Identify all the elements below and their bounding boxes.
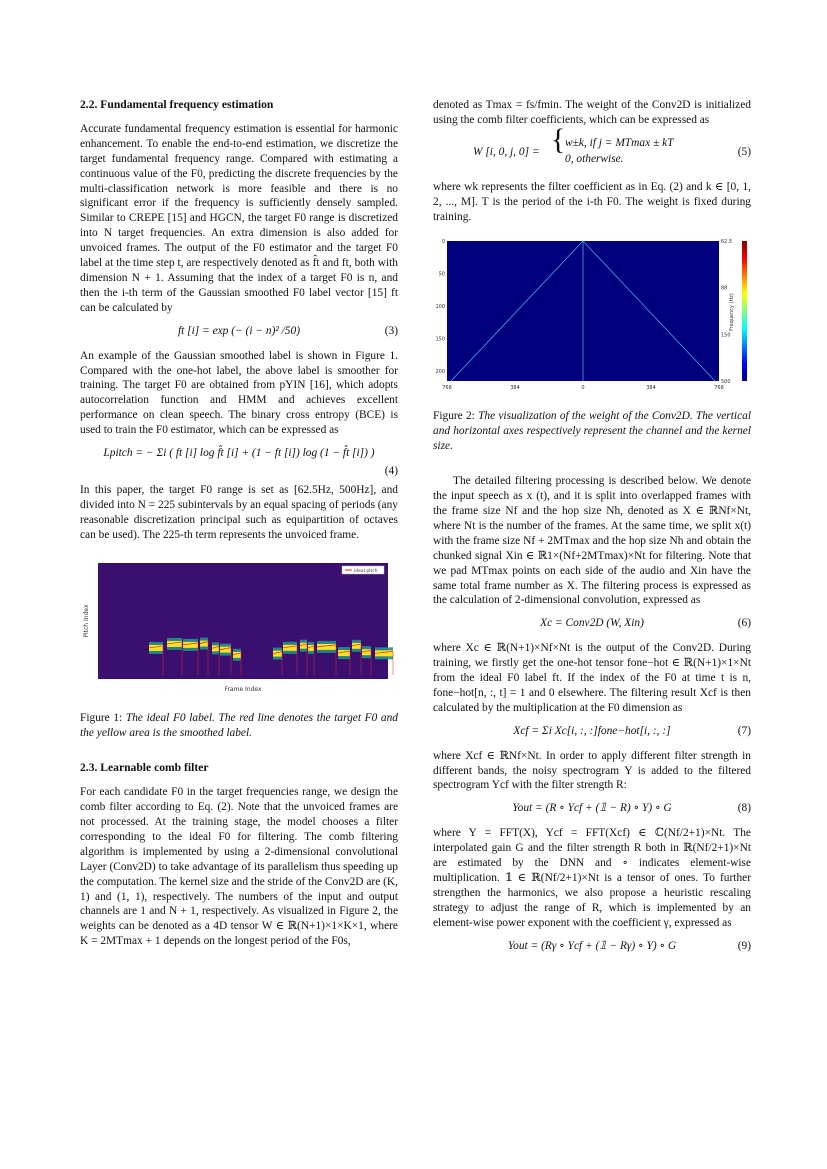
filtering-paragraph-4: where Y = FFT(X), Ycf = FFT(Xcf) ∈ ℂ(Nf/2+1)×Nt. The interpolated gain G and the filter strength R both in ℝ(Nf/2+1)×Nt are estimated by the DNN and ∘ indicates element-wise multiplication. 𝟙 ∈ ℝ(Nf/2+1)×Nt is a tensor of ones. To further strengthen the harmonics, we also propose a heuristic rescaling strategy to adjust the range of R, which is implemented by an element-wise power exponent with the coefficient γ, expressed as <box>433 827 751 929</box>
equation-3 <box>80 324 398 339</box>
figure-2-caption <box>433 409 751 454</box>
wk-paragraph: where wk represents the filter coefficient as in Eq. (2) and k ∈ [0, 1, 2, ..., M]. T is the period of the i-th F0. The weight is fixed during training. <box>433 180 751 223</box>
filtering-paragraph-3: where Xcf ∈ ℝNf×Nt. In order to apply different filter strength in different bands, the noisy spectrogram Y is added to the filtered spectrogram Ycf with the filter strength R: <box>433 749 751 792</box>
figure-2-x-tick: 768 <box>442 384 452 391</box>
figure-2-y-tick-right: 62.5 <box>721 238 733 245</box>
figure-2-y-tick-left: 200 <box>435 368 445 375</box>
figure-2-y-tick-left: 100 <box>435 303 445 310</box>
equation-7-body: Xcf = Σi Xc[i, :, :]fone−hot[i, :, :] <box>513 724 671 737</box>
figure-1-plot-area <box>98 563 388 679</box>
figure-2-y-tick-left: 50 <box>438 271 445 278</box>
figure-2-y-tick-left: 150 <box>435 336 445 343</box>
figure-2-colorbar <box>742 241 747 381</box>
equation-6-body: Xc = Conv2D (W, Xin) <box>540 617 644 630</box>
figure-2-x-tick: 768 <box>714 384 724 391</box>
equation-7-number: (7) <box>737 724 751 737</box>
equation-4 <box>80 446 398 478</box>
section-2-2-paragraph-1: Accurate fundamental frequency estimation is essential for harmonic enhancement. To enable the end-to-end estimation, we discretize the target fundamental frequency range. Compared with estimating a continuous value of the F0, predicting the discrete frequencies by the multi-classification network is more feasible and there is no significant error if the frequency is sufficiently densely sampled. Similar to CREPE [15] and HGCN, the target F0 range is discretized into N target frequencies. An extra dimension is also added for unvoiced frames. The output of the F0 estimator and the target F0 label at the time step t, are respectively denoted as f̂t and ft, both with dimension N + 1. Assuming that the index of a target F0 is n, and then the i-th term of the Gaussian smoothed F0 label vector [15] ft can be calculated by <box>80 122 398 314</box>
section-2-3-paragraph-1: For each candidate F0 in the target frequencies range, we design the comb filter according to Eq. (2). Note that the unvoiced frames are not processed. At the training stage, the model chooses a filter corresponding to the ideal F0 for filtering. The comb filtering algorithm is implemented by using a 2-dimensional convolutional Layer (Conv2D) to take advantage of its parallelism thus speeding up the computation. The kernel size and the stride of the Conv2D are (K, 1) and (1, 1), respectively. The numbers of the input and output channels are 1 and N + 1, respectively. As visualized in Figure 2, the weights can be denoted as a 4D tensor W ∈ ℝ(N+1)×1×K×1, where K = 2MTmax + 1 depends on the longest period of the F0s, <box>80 786 398 948</box>
figure-2-x-tick: 0 <box>581 384 585 391</box>
equation-3-number: (3) <box>384 324 398 337</box>
right-column <box>433 98 751 964</box>
section-2-2-paragraph-2: An example of the Gaussian smoothed label is shown in Figure 1. Compared with the one-hot label, the above label is smoother for training. The target F0 are obtained from pYIN [16], which adopts autocorrelation function and HMM and achieves excellent performance on clean speech. The binary cross entropy (BCE) is used to train the F0 estimator, which can be expressed as <box>80 349 398 437</box>
figure-1-caption-label: Figure 1: <box>80 712 123 725</box>
equation-8-body: Yout = (R ∘ Ycf + (𝟙 − R) ∘ Y) ∘ G <box>512 802 672 815</box>
equation-3-body: ft [i] = exp (− (i − n)² /50) <box>177 324 300 337</box>
equation-5 <box>433 122 751 170</box>
equation-5-lhs: W [i, 0, j, 0] = <box>473 145 540 158</box>
figure-1 <box>80 559 398 742</box>
equation-9-body: Yout = (Rγ ∘ Ycf + (𝟙 − Rγ) ∘ Y) ∘ G <box>507 939 677 952</box>
filtering-paragraph-2: where Xc ∈ ℝ(N+1)×Nf×Nt is the output of the Conv2D. During training, we firstly get the one-hot tensor fone−hot ∈ ℝ(N+1)×1×Nt from the ideal F0 label ft. If the index of the F0 at time t is n, fone−hot[n, :, t] = 1 and 0 elsewhere. The filtering result Xcf is then calculated by the multiplication at the F0 dimension as <box>433 642 751 714</box>
equation-9-number: (9) <box>737 939 751 952</box>
figure-1-legend-label: ideal pitch <box>354 568 378 574</box>
section-2-2-paragraph-3: In this paper, the target F0 range is set as [62.5Hz, 500Hz], and divided into N = 225 subintervals by an equal spacing of periods (any reasonable discretization principal such as equipartition of octaves can be used). The 225-th term represents the unvoiced frame. <box>80 483 398 541</box>
equation-7 <box>433 724 751 739</box>
figure-2-y-tick-left: 0 <box>441 238 445 245</box>
figure-2-chart <box>433 237 751 397</box>
equation-8 <box>433 801 751 816</box>
left-column <box>80 98 398 955</box>
figure-2-y-tick-right: 150 <box>721 331 731 338</box>
section-2-3-heading: 2.3. Learnable comb filter <box>80 761 209 775</box>
equation-5-case-2: 0, otherwise. <box>565 152 624 165</box>
filtering-paragraph-1: The detailed filtering processing is described below. We denote the input speech as x (t), and it is split into overlapped frames with the frame size Nf and the hop size Nh, denoted as X ∈ ℝNf×Nt, where Nt is the number of the frames. At the same time, we split x(t) with the frame size Nf + 2MTmax and the hop size Nh and obtain the chunked signal Xin ∈ ℝ1×(Nf+2MTmax)×Nt for filtering. Note that we pad MTmax points on each side of the audio and Xin have the same total frame number as X. The filtering process is expressed as the calculation of 2-dimensional convolution, expressed as <box>433 475 751 607</box>
equation-4-body: Lpitch = − Σi ( ft [i] log f̂t [i] + (1 − ft [i]) log (1 − f̂t [i]) ) <box>103 447 375 460</box>
figure-2-y-tick-right: 500 <box>721 378 731 385</box>
figure-2-caption-text: The visualization of the weight of the Conv2D. The vertical and horizontal axes respectively represent the channel and the kernel size. <box>433 410 751 453</box>
equation-5-brace: { <box>551 122 566 156</box>
figure-1-ylabel: Pitch Index <box>83 604 90 638</box>
equation-8-number: (8) <box>737 802 751 815</box>
figure-2-caption-label: Figure 2: <box>433 410 475 423</box>
equation-6-number: (6) <box>737 617 751 630</box>
figure-2-x-tick: 384 <box>646 384 656 391</box>
figure-1-caption <box>80 711 398 741</box>
figure-2-x-tick: 384 <box>510 384 520 391</box>
equation-4-number: (4) <box>384 465 398 478</box>
tmax-paragraph: denoted as Tmax = fs/fmin. The weight of the Conv2D is initialized using the comb filter coefficients, which can be expressed as <box>433 99 751 126</box>
equation-5-number: (5) <box>737 145 751 158</box>
figure-2-right-axis-label: Frequency (Hz) <box>729 292 735 331</box>
figure-2 <box>433 237 751 455</box>
figure-1-caption-text: The ideal F0 label. The red line denotes the target F0 and the yellow area is the smoothed label. <box>80 712 398 740</box>
figure-1-chart <box>80 559 398 699</box>
figure-2-y-tick-right: 88 <box>721 285 728 292</box>
equation-6 <box>433 616 751 631</box>
equation-9 <box>433 939 751 954</box>
section-2-2-heading: 2.2. Fundamental frequency estimation <box>80 98 274 111</box>
figure-1-xlabel: Frame Index <box>224 685 262 693</box>
equation-5-case-1: w±k, if j = MTmax ± kT <box>565 136 674 149</box>
